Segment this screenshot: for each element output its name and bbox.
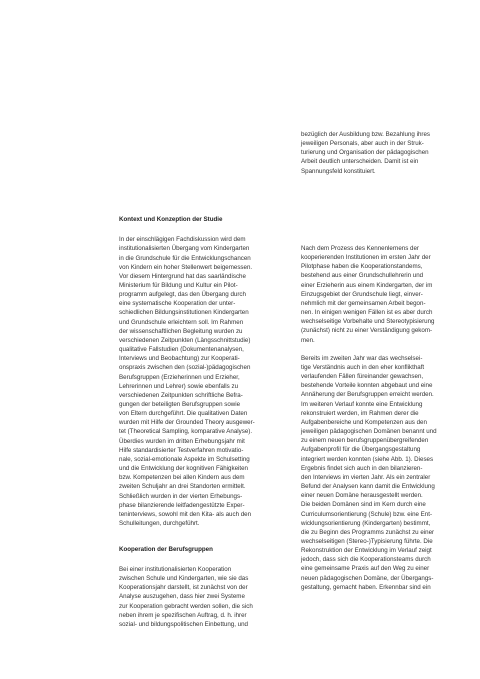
section-body-cooperation [119,565,286,629]
text-line: zweiten Schuljahr an drei Standorten ermittelt. [119,483,246,491]
text-line: Pilotphase haben die Kooperationstandems, [301,263,423,271]
text-line: phase bilanzierende leitfadengestützte Exper- [119,501,245,509]
text-line: Ergebnis findet sich auch in den bilanzieren- [301,464,423,472]
text-line: tet (Theoretical Sampling, komparative Analyse). [119,428,253,436]
text-line: Rekonstruktion der Entwicklung im Verlauf zeigt [301,547,432,555]
text-line: Annäherung der Berufsgruppen erreicht werden. [301,391,434,399]
text-line: Curriculumsorientierung (Schule) bzw. eine Ent- [301,510,433,518]
text-line: bzw. Kompetenzen bei allen Kindern aus dem [119,474,245,482]
text-line: onspraxis zwischen den (sozial-)pädagogischen [119,364,251,372]
text-line: institutionalisierten Übergang vom Kindergarten [119,245,250,253]
text-line: wurden mit Hilfe der Grounded Theory ausgewer- [119,419,255,427]
text-line: eine systematische Kooperation der unter- [119,300,236,308]
text-line: in die Grundschule für die Entwicklungschancen [119,254,251,262]
text-line: verschiedenen Zeitpunkten (Längsschnittstudie) [119,336,251,344]
text-line: Interviews und Beobachtung) zur Kooperati- [119,355,240,363]
text-line: Berufsgruppen (Erzieherinnen und Erzieher, [119,373,240,381]
text-line: nehmlich mit der gemeinsamen Arbeit begon- [301,299,426,307]
text-line: sozial- und bildungspolitischen Einbettung, und [119,620,248,628]
text-line: Schließlich wurden in der vierten Erhebungs- [119,492,243,500]
text-line: bezüglich der Ausbildung bzw. Bezahlung ihres [301,131,430,138]
text-line: und Grundschule erleichtern soll. Im Rahmen [119,318,244,326]
text-line: Nach dem Prozess des Kennenlernens der [301,245,419,252]
text-line: jeweiligen pädagogischen Domänen benannt und [301,428,437,436]
text-line: einer Erzieherin aus einem Kindergarten, der im [301,281,433,289]
text-line: integriert werden konnten (siehe Abb. 1). Dieses [301,455,434,463]
text-line: rekonstruiert werden, im Rahmen derer die [301,409,419,417]
text-line: Kooperationsjahr darstellt, ist zunächst von der [119,584,248,592]
text-line: kooperierenden Institutionen im ersten Jahr der [301,254,431,262]
text-line: von Eltern durchgeführt. Die qualitativen Daten [119,410,248,418]
text-line: einer neuen Domäne herausgestellt werden. [301,492,423,500]
text-line: gestaltung, gemacht haben. Erkennbar sind ein [301,583,431,591]
text-line: nen. In einigen wenigen Fällen ist es aber durch [301,309,433,317]
text-line: verschiedenen Zeitpunkten schriftliche Befra- [119,391,243,399]
paragraph-kennenlernen [301,244,468,345]
text-line: Aufgabenprofil für die Übergangsgestaltung [301,446,421,454]
text-line: Einzugsgebiet der Grundschule liegt, einver- [301,290,423,298]
text-line: schiedlichen Bildungsinstitutionen Kindergarten [119,309,249,317]
text-line: bestehend aus einer Grundschullehrerin und [301,272,424,280]
right-column-top-fragment [301,130,468,176]
text-line: zu einem neuen berufsgruppenübergreifenden [301,437,429,445]
text-line: Im weiteren Verlauf konnte eine Entwicklung [301,400,423,408]
text-line: Aufgabenbereiche und Kompetenzen aus den [301,418,427,426]
text-line: nale, sozial-emotionale Aspekte im Schulsetting [119,455,250,463]
text-line: Arbeit deutlich unterscheiden. Damit ist ein [301,158,419,166]
text-line: von Kindern ein hoher Stellenwert beigemessen. [119,263,253,271]
text-line: Ministerium für Bildung und Kultur ein Pilot- [119,281,238,289]
section-heading-context: Kontext und Konzeption der Studie [119,216,223,223]
text-line: neben ihrem je spezifischen Auftrag, d. h. ihrer [119,611,247,619]
text-line: Schulleitungen, durchgeführt. [119,520,200,528]
text-line: men. [301,336,315,344]
text-line: die zu Beginn des Programms zunächst zu einer [301,528,435,536]
text-line: den Interviews im vierten Jahr. Als ein zentraler [301,473,431,481]
text-line: jedoch, dass sich die Kooperationsteams durch [301,556,431,564]
text-line: wechselseitigen (Stereo-)Typisierung führte. Die [301,537,433,545]
text-line: neuen pädagogischen Domäne, der Übergangs- [301,574,434,582]
text-line: jeweiligen Personals, aber auch in der Struk- [301,140,424,148]
text-line: Lehrerinnen und Lehrer) sowie ebenfalls zu [119,382,239,390]
text-line: Die beiden Domänen sind im Kern durch eine [301,501,426,509]
text-line: zwischen Schule und Kindergarten, wie sie das [119,575,249,583]
text-line: qualitative Fallstudien (Dokumentenanalysen, [119,346,244,354]
text-line: eine gemeinsame Praxis auf den Weg zu einer [301,565,430,573]
text-line: und die Entwicklung der kognitiven Fähigkeiten [119,465,248,473]
text-line: wechselseitige Vorbehalte und Stereotypisierung [301,318,435,326]
text-line: Befund der Analysen kann damit die Entwicklung [301,483,435,491]
text-line: Überdies wurden im dritten Erhebungsjahr mit [119,437,245,445]
text-line: bestehende Vorteile konnten abgebaut und eine [301,382,433,390]
text-line: programm aufgelegt, das den Übergang durch [119,291,246,299]
text-line: turierung und Organisation der pädagogischen [301,149,429,157]
text-line: zur Kooperation gebracht werden sollen, die sich [119,602,253,610]
text-line: Bei einer institutionalisierten Kooperation [119,565,232,573]
text-line: der wissenschaftlichen Begleitung wurden zu [119,327,243,335]
right-column [301,244,468,592]
text-line: Hilfe standardisierter Testverfahren motivatio- [119,446,244,454]
text-line: wicklungsorientierung (Kindergarten) bestimmt, [301,519,431,527]
text-line: teninterviews, sowohl mit den Kita- als auch den [119,510,252,518]
text-line: Bereits im zweiten Jahr war das wechselsei- [301,354,423,362]
text-line: Analyse auszugehen, dass hier zwei Systeme [119,593,245,601]
text-line: tige Verständnis auch in den eher konflikthaft [301,364,425,372]
left-column [119,215,286,629]
text-line: In der einschlägigen Fachdiskussion wird dem [119,236,246,244]
text-line: (zunächst) nicht zu einer Verständigung gekom- [301,327,433,335]
section-heading-cooperation: Kooperation der Berufsgruppen [119,545,213,553]
section-body-context [119,235,286,528]
paragraph-zweites-jahr [301,354,468,592]
text-line: Spannungsfeld konstituiert. [301,167,376,175]
text-line: gungen der beteiligten Berufsgruppen sowie [119,401,241,409]
text-line: Vor diesem Hintergrund hat das saarländische [119,272,246,280]
text-line: verlaufenden Fällen füreinander gewachsen, [301,373,424,381]
